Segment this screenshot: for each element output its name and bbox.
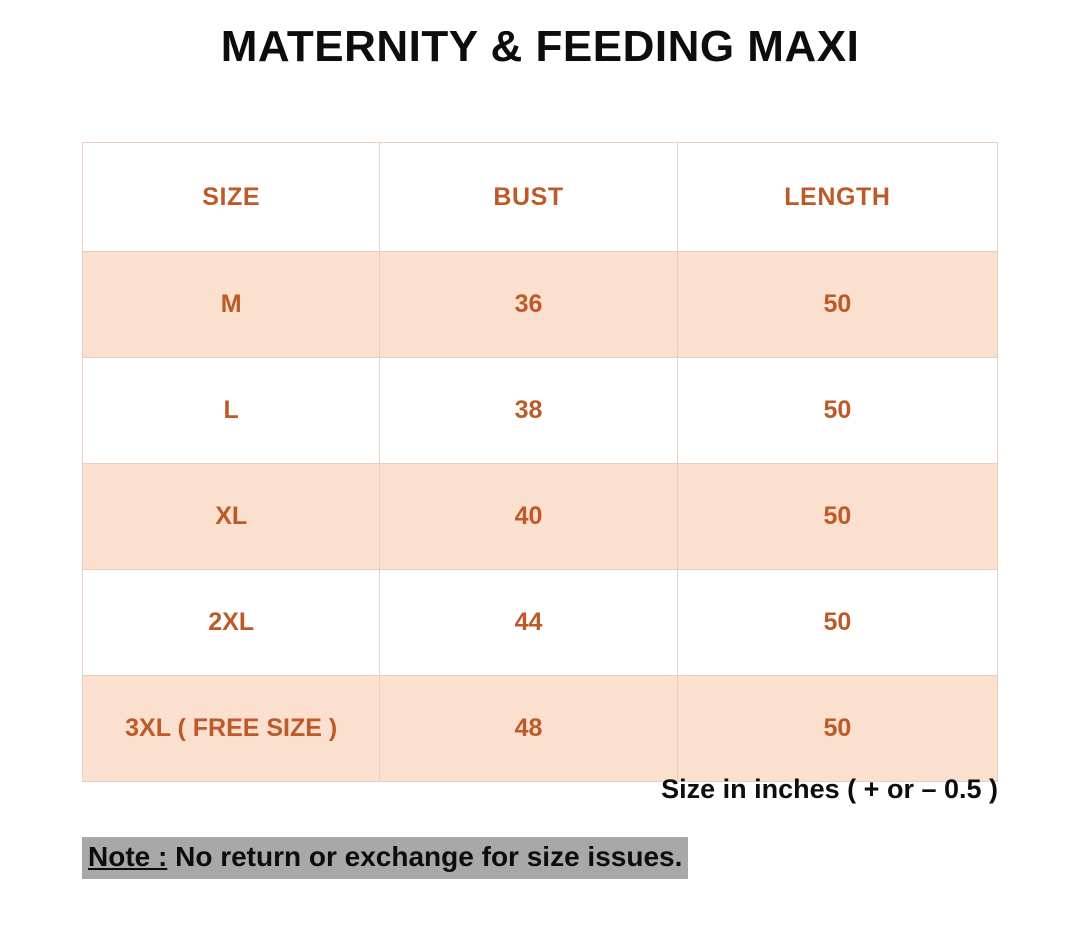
size-chart-table	[82, 142, 998, 782]
cell-bust: 44	[380, 570, 677, 676]
table-row	[83, 464, 998, 570]
policy-note-wrapper	[82, 837, 688, 879]
cell-length: 50	[677, 358, 997, 464]
table-row	[83, 676, 998, 782]
page-title: MATERNITY & FEEDING MAXI	[220, 22, 860, 71]
cell-size: 2XL	[83, 570, 380, 676]
size-chart-table-wrapper	[82, 142, 998, 782]
table-row	[83, 570, 998, 676]
size-chart-page	[0, 22, 1080, 932]
policy-note-label: Note :	[88, 841, 168, 872]
policy-note	[82, 837, 688, 879]
cell-size: XL	[83, 464, 380, 570]
table-header-row	[83, 143, 998, 252]
column-header-bust: BUST	[380, 143, 677, 252]
table-body	[83, 252, 998, 782]
column-header-length: LENGTH	[677, 143, 997, 252]
cell-size: L	[83, 358, 380, 464]
cell-length: 50	[677, 252, 997, 358]
cell-size: M	[83, 252, 380, 358]
measurement-note: Size in inches ( + or – 0.5 )	[661, 774, 998, 804]
table-header	[83, 143, 998, 252]
cell-length: 50	[677, 676, 997, 782]
cell-bust: 38	[380, 358, 677, 464]
cell-length: 50	[677, 464, 997, 570]
table-row	[83, 358, 998, 464]
column-header-size: SIZE	[83, 143, 380, 252]
cell-size: 3XL ( FREE SIZE )	[83, 676, 380, 782]
cell-bust: 48	[380, 676, 677, 782]
policy-note-text: No return or exchange for size issues.	[167, 841, 683, 872]
cell-bust: 40	[380, 464, 677, 570]
cell-bust: 36	[380, 252, 677, 358]
table-row	[83, 252, 998, 358]
cell-length: 50	[677, 570, 997, 676]
